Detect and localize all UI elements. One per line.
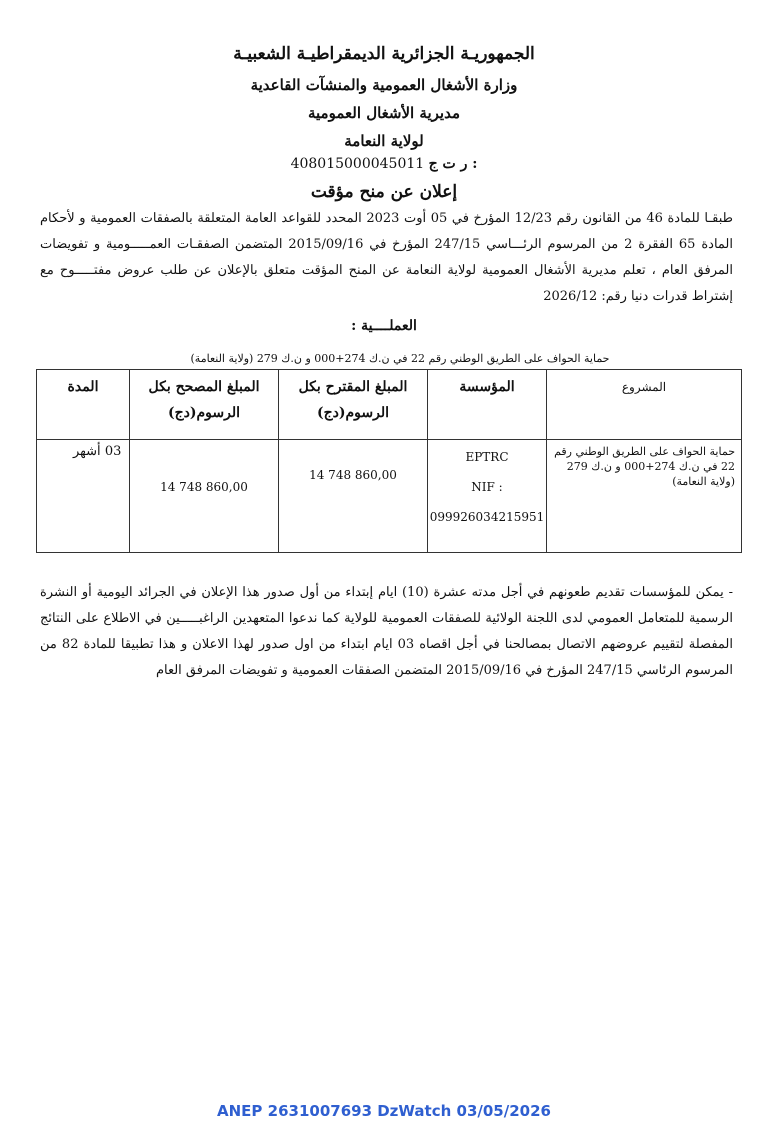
header-project: المشروع	[547, 370, 742, 440]
footer-reference: ANEP 2631007693 DzWatch 03/05/2026	[217, 1102, 551, 1120]
cell-institution	[428, 440, 547, 553]
cell-corrected-amount: 14 748 860,00	[130, 440, 279, 553]
table-header-row	[37, 370, 742, 440]
table-row	[37, 440, 742, 553]
operations-label: العملــــية :	[351, 318, 417, 334]
directorate-heading: مديرية الأشغال العمومية	[307, 104, 460, 122]
header-institution: المؤسسة	[428, 370, 547, 440]
page-title: إعلان عن منح مؤقت	[310, 182, 458, 202]
ministry-heading: وزارة الأشغال العمومية والمنشآت القاعدية	[250, 76, 518, 94]
reference-label: ر ت ج :	[428, 156, 478, 172]
operation-caption: حماية الحواف على الطريق الوطني رقم 22 في ن.ك 274+000 و ن.ك 279 (ولاية النعامة)	[190, 352, 610, 365]
cell-proposed-amount: 14 748 860,00	[279, 440, 428, 553]
intro-paragraph: طبقـا للمادة 46 من القانون رقم 12/23 المؤرخ في 05 أوت 2023 المحدد للقواعد العامة المتعلقة بالصفقات العمومية و لأحكام المادة 65 الفقرة 2 من المرسوم الرئـــاسي 247/15 المؤرخ في 2015/09/16 المتضمن الصفقـات العمـــــومية و تفويضات المرفق العام ، تعلم مديرية الأشغال العمومية لولاية النعامة عن المنح المؤقت متعلق بالإعلان عن طلب عروض مفتـــــوح مع إشتراط قدرات دنيا رقم: 2026/12	[40, 211, 734, 304]
header-duration: المدة	[37, 370, 130, 440]
award-table	[36, 369, 742, 553]
header-corrected-amount: المبلغ المصحح بكل الرسوم(دج)	[130, 370, 279, 440]
notice-paragraph: - يمكن للمؤسسات تقديم طعونهم في أجل مدته عشرة (10) ايام إبتداء من أول صدور هذا الإعلان في الجرائد اليومية أو النشرة الرسمية للمتعامل العمومي لدى اللجنة الولائية للصفقات العمومية للولاية كما ندعوا المتعهدين الراغبـــــين في الاطلاع على النتائج المفصلة لتقييم عروضهم الاتصال بمصالحنا في أجل اقصاه 03 ايام ابتداء من اول صدور لهذا الاعلان و هذا تطبيقا للمادة 82 من المرسوم الرئاسي 247/15 المؤرخ في 2015/09/16 المتضمن الصفقات العمومية و تفويضات المرفق العام	[40, 585, 733, 678]
wilaya-heading: لولاية النعامة	[344, 132, 424, 150]
reference-line	[0, 156, 768, 172]
cell-project: حماية الحواف على الطريق الوطني رقم 22 في ن.ك 274+000 و ن.ك 279 (ولاية النعامة)	[547, 440, 742, 553]
cell-duration: 03 أشهر	[37, 440, 130, 553]
republic-heading: الجمهوريـة الجزائرية الديمقراطيـة الشعبيـة	[233, 44, 535, 64]
institution-name: EPTRC	[465, 450, 509, 464]
header-proposed-amount: المبلغ المقترح بكل الرسوم(دج)	[279, 370, 428, 440]
nif-label: NIF :	[471, 480, 503, 494]
reference-number: 408015000045011	[290, 156, 425, 172]
nif-value: 099926034215951	[429, 510, 545, 524]
